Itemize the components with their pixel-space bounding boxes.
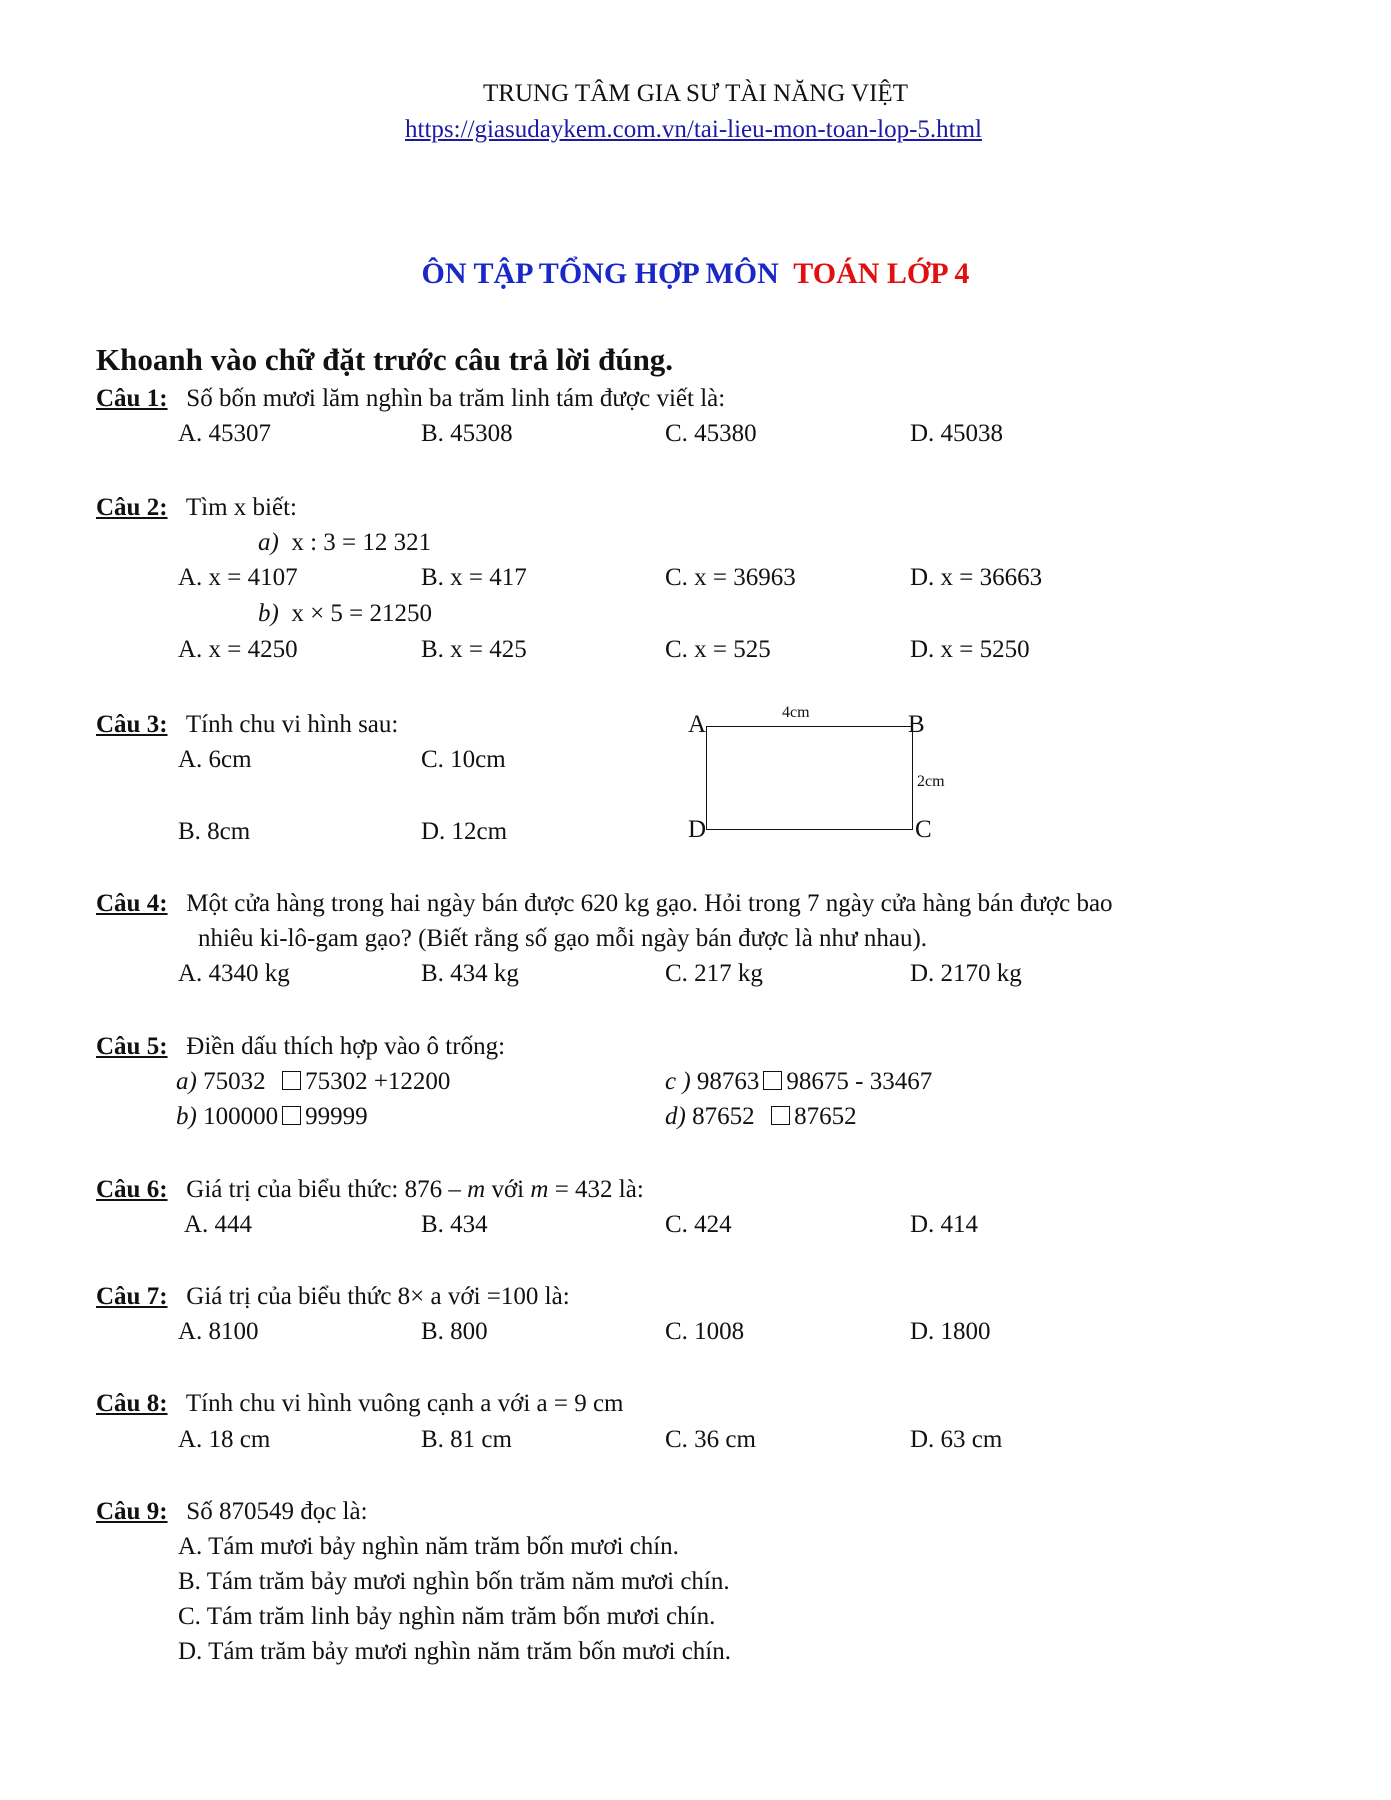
page-title [0,257,1391,291]
q5-part-a [176,1068,450,1096]
vertex-d: D [688,816,707,843]
q2-part-b [258,600,432,628]
q8-text: Tính chu vi hình vuông cạnh a với a = 9 cm [185,1390,624,1417]
q4-option-a[interactable]: A. 4340 kg [178,960,290,987]
q8-option-d[interactable]: D. 63 cm [910,1426,1003,1453]
question-4 [96,890,1113,918]
q2-text: Tìm x biết: [185,494,297,521]
q5-b-label: b) [176,1103,197,1130]
q1-option-a[interactable]: A. 45307 [178,420,272,447]
q2b-option-b[interactable]: B. x = 425 [421,636,527,663]
q5-part-c [665,1068,932,1096]
q4-option-c[interactable]: C. 217 kg [665,960,763,987]
q4-text: Một cửa hàng trong hai ngày bán được 620 kg gạo. Hỏi trong 7 ngày cửa hàng bán được bao [186,890,1113,917]
q5-b-right: 99999 [305,1103,368,1130]
q5-d-right: 87652 [794,1103,857,1130]
q2b-option-a[interactable]: A. x = 4250 [178,636,298,663]
q9-option-c[interactable]: C. Tám trăm linh bảy nghìn năm trăm bốn mươi chín. [178,1603,716,1630]
question-5 [96,1033,505,1061]
right-side-length: 2cm [917,773,945,790]
vertex-b: B [908,711,925,738]
q7-option-b[interactable]: B. 800 [421,1318,488,1345]
q6-text-mid: với [491,1176,525,1203]
q2a-option-a[interactable]: A. x = 4107 [178,564,298,591]
q2-label: Câu 2: [96,494,168,521]
q6-label: Câu 6: [96,1176,168,1203]
q4-option-d[interactable]: D. 2170 kg [910,960,1022,987]
q5-label: Câu 5: [96,1033,168,1060]
q9-option-a[interactable]: A. Tám mươi bảy nghìn năm trăm bốn mươi chín. [178,1533,679,1560]
q5-d-label: d) [665,1103,686,1130]
q5-b-blank-box[interactable] [282,1106,301,1125]
q3-option-d[interactable]: D. 12cm [421,818,508,845]
q6-text-pre: Giá trị của biểu thức: 876 – [186,1176,461,1203]
q2-b-text: x × 5 = 21250 [291,600,433,627]
q4-label: Câu 4: [96,890,168,917]
q2-a-text: x : 3 = 12 321 [291,529,432,556]
q9-text: Số 870549 đọc là: [186,1498,368,1525]
q8-option-a[interactable]: A. 18 cm [178,1426,271,1453]
q4-text-line2: nhiêu ki-lô-gam gạo? (Biết rằng số gạo mỗi ngày bán được là như nhau). [198,925,928,952]
question-3 [96,711,398,739]
instruction: Khoanh vào chữ đặt trước câu trả lời đúng. [96,342,674,377]
q3-option-c[interactable]: C. 10cm [421,746,506,773]
q5-a-left: 75032 [203,1068,266,1095]
q2-b-label: b) [258,600,279,627]
source-link[interactable]: https://giasudaykem.com.vn/tai-lieu-mon-toan-lop-5.html [405,116,982,143]
center-name: TRUNG TÂM GIA SƯ TÀI NĂNG VIỆT [483,80,908,107]
q2b-option-d[interactable]: D. x = 5250 [910,636,1030,663]
question-8 [96,1390,624,1418]
q3-label: Câu 3: [96,711,168,738]
q5-b-left: 100000 [203,1103,279,1130]
q6-var-1: m [467,1176,486,1203]
q7-option-d[interactable]: D. 1800 [910,1318,991,1345]
q8-option-c[interactable]: C. 36 cm [665,1426,756,1453]
vertex-a: A [688,711,707,738]
q5-c-left: 98763 [696,1068,760,1095]
q5-d-blank-box[interactable] [771,1106,790,1125]
q2a-option-c[interactable]: C. x = 36963 [665,564,796,591]
q1-label: Câu 1: [96,385,168,412]
q5-c-right: 98675 - 33467 [786,1068,933,1095]
q2a-option-b[interactable]: B. x = 417 [421,564,527,591]
q6-option-c[interactable]: C. 424 [665,1211,732,1238]
q3-option-a[interactable]: A. 6cm [178,746,252,773]
question-7 [96,1283,570,1311]
q7-option-c[interactable]: C. 1008 [665,1318,745,1345]
q5-a-label: a) [176,1068,197,1095]
title-part2: TOÁN LỚP 4 [793,257,970,290]
q8-label: Câu 8: [96,1390,168,1417]
q5-text: Điền dấu thích hợp vào ô trống: [186,1033,506,1060]
q1-option-b[interactable]: B. 45308 [421,420,513,447]
q1-option-d[interactable]: D. 45038 [910,420,1004,447]
rectangle-figure [706,726,913,830]
title-part1: ÔN TẬP TỔNG HỢP MÔN [421,257,779,290]
question-1 [96,385,725,413]
q6-option-a[interactable]: A. 444 [184,1211,253,1238]
q9-label: Câu 9: [96,1498,168,1525]
question-9 [96,1498,368,1526]
vertex-c: C [915,816,932,843]
q1-text: Số bốn mươi lăm nghìn ba trăm linh tám được viết là: [186,385,726,412]
q2-a-label: a) [258,529,279,556]
q3-text: Tính chu vi hình sau: [185,711,399,738]
q6-var-2: m [530,1176,549,1203]
q5-a-right: 75302 +12200 [305,1068,451,1095]
q6-text-post: = 432 là: [554,1176,644,1203]
q9-option-b[interactable]: B. Tám trăm bảy mươi nghìn bốn trăm năm mươi chín. [178,1568,730,1595]
q5-part-b [176,1103,368,1131]
q6-option-d[interactable]: D. 414 [910,1211,979,1238]
question-6 [96,1176,644,1204]
q2-part-a [258,529,431,557]
q8-option-b[interactable]: B. 81 cm [421,1426,512,1453]
q1-option-c[interactable]: C. 45380 [665,420,757,447]
q7-label: Câu 7: [96,1283,168,1310]
q9-option-d[interactable]: D. Tám trăm bảy mươi nghìn năm trăm bốn mươi chín. [178,1638,731,1665]
q5-d-left: 87652 [692,1103,755,1130]
q3-option-b[interactable]: B. 8cm [178,818,251,845]
q5-c-blank-box[interactable] [763,1071,782,1090]
q2a-option-d[interactable]: D. x = 36663 [910,564,1043,591]
q2b-option-c[interactable]: C. x = 525 [665,636,771,663]
q5-part-d [665,1103,857,1131]
top-side-length: 4cm [782,704,810,721]
q4-option-b[interactable]: B. 434 kg [421,960,519,987]
question-2 [96,494,297,522]
q6-option-b[interactable]: B. 434 [421,1211,488,1238]
q5-c-label: c ) [665,1068,691,1095]
q5-a-blank-box[interactable] [282,1071,301,1090]
q7-text: Giá trị của biểu thức 8× a với =100 là: [186,1283,570,1310]
q7-option-a[interactable]: A. 8100 [178,1318,259,1345]
